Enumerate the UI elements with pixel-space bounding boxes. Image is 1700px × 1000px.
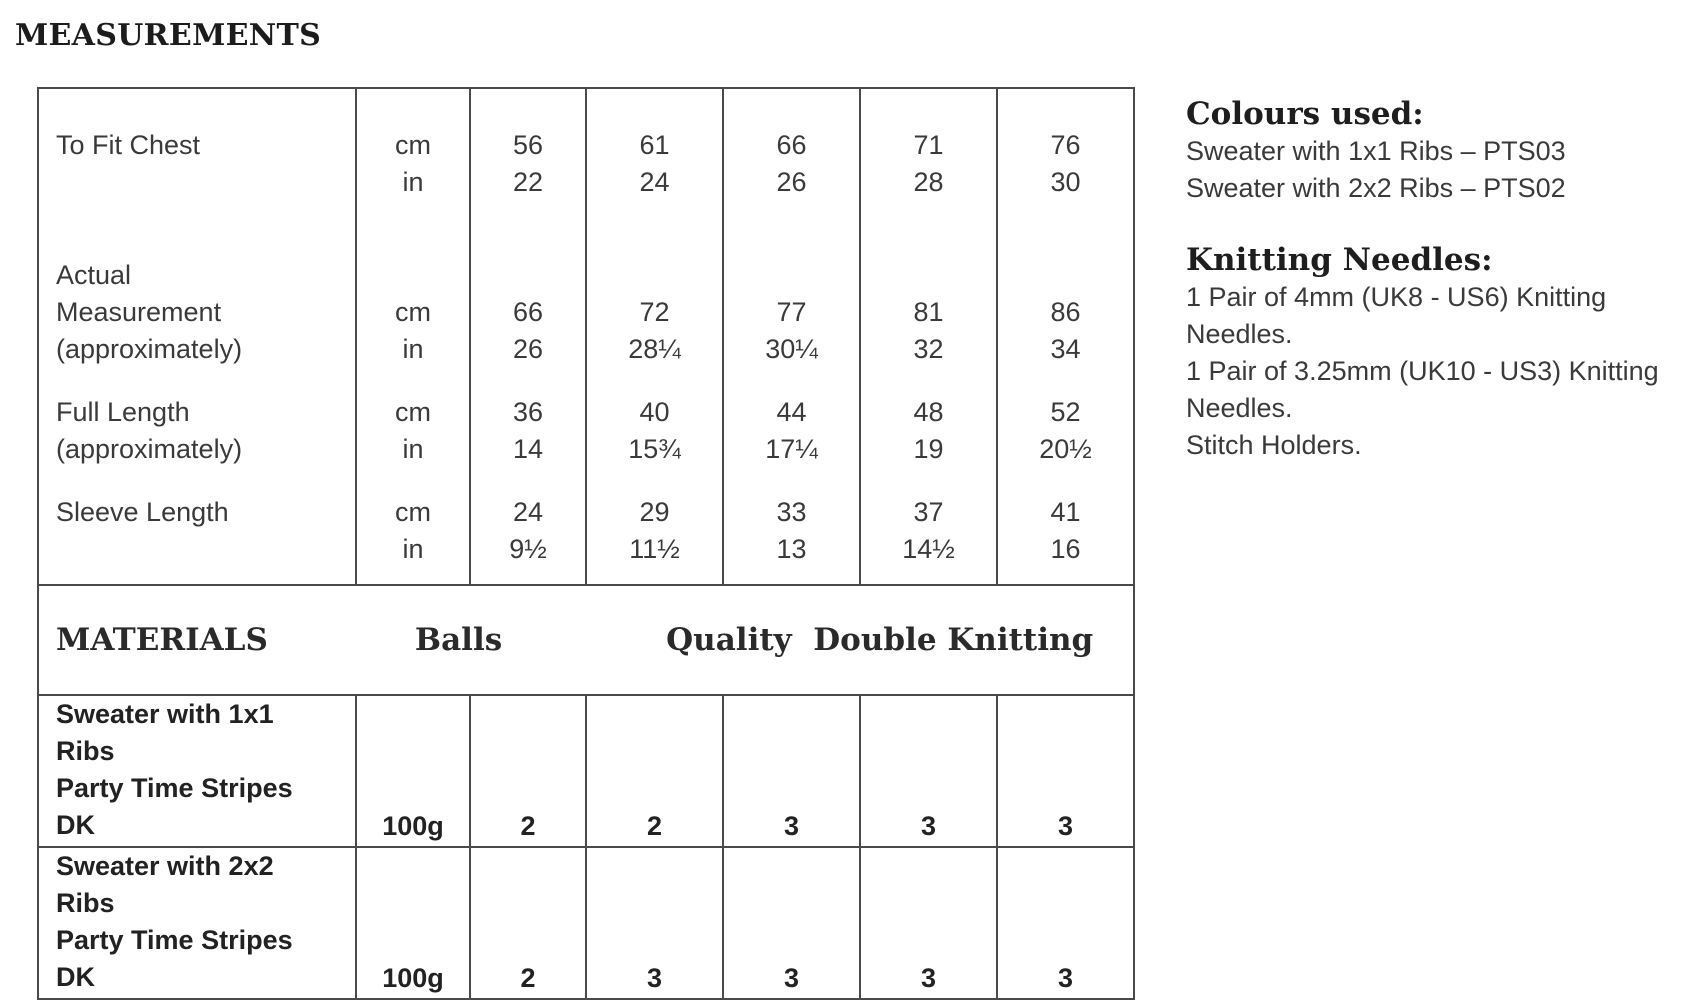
ball-count: 3 [723,847,860,999]
needles-heading: Knitting Needles: [1186,242,1493,278]
unit-column [356,88,470,585]
ball-weight: 100g [356,847,470,999]
text-line [357,257,469,294]
colours-heading: Colours used: [1186,96,1424,132]
ball-count: 3 [860,847,997,999]
measurement-value: 30 [1050,167,1081,197]
needle-line: Needles. [1186,319,1293,349]
measurement-value: 28 [913,167,944,197]
measurement-value: 34 [1050,334,1081,364]
measurement-value-group [998,89,1133,239]
needle-line: Stitch Holders. [1186,430,1362,460]
measurement-value: 20½ [1039,434,1092,464]
measurement-value: 56 [512,130,544,160]
colours-block [1186,95,1696,207]
measurement-value: 15¾ [628,434,681,464]
measurement-value: 72 [639,297,670,327]
text-line: cm [395,130,431,160]
measurement-value-group [471,89,585,239]
ball-count: 3 [860,695,997,847]
ball-count: 3 [723,695,860,847]
measurement-value: 16 [1050,534,1081,564]
measurement-value-group [861,89,996,239]
actual-measurement-label: Actual Measurement (approximately) [56,260,243,364]
measurement-value: 26 [776,167,807,197]
side-panel [1186,95,1696,498]
needle-line: Needles. [1186,393,1293,423]
ball-count: 2 [470,847,586,999]
ball-count: 3 [586,847,723,999]
quality-label: Quality Double Knitting [666,622,1094,658]
ball-weight: 100g [356,695,470,847]
measurement-value: 41 [1050,497,1081,527]
page-title: MEASUREMENTS [15,18,322,53]
measurement-value-group [587,494,722,584]
measurement-value: 76 [1050,130,1081,160]
unit-group [357,89,469,239]
measurement-value-group [724,384,859,494]
measurement-labels-cell [38,88,356,585]
measurement-value-group [471,494,585,584]
size-column-1 [470,88,586,585]
ball-count: 2 [586,695,723,847]
ball-count: 3 [997,847,1134,999]
measurement-value-group [861,384,996,494]
measurement-value-group [471,239,585,384]
size-column-5 [997,88,1134,585]
text-line: in [402,334,424,364]
measurement-value: 26 [512,334,544,364]
text-line: Sweater with 2x2 [56,851,274,881]
measurement-value: 9½ [509,534,547,564]
text-line: cm [395,297,431,327]
text-line: in [402,434,424,464]
size-column-4 [860,88,997,585]
text-line: cm [395,497,431,527]
unit-group [357,494,469,584]
measurement-value: 29 [639,497,670,527]
needle-line: 1 Pair of 3.25mm (UK10 - US3) Knitting [1186,356,1659,386]
measurement-value: 81 [913,297,944,327]
unit-group [357,239,469,384]
measurements-row [38,88,1134,585]
measurement-value: 44 [776,397,807,427]
measurement-value: 71 [913,130,944,160]
text-line: Ribs [56,888,115,918]
ball-count: 3 [997,695,1134,847]
sweater-1x1-row [38,695,1134,847]
measurement-value: 36 [512,397,544,427]
sweater-2x2-row [38,847,1134,999]
measurement-value: 11½ [629,534,680,564]
measurement-value-group [998,239,1133,384]
size-column-2 [586,88,723,585]
sweater-1x1-label [38,695,356,847]
measurement-value: 52 [1050,397,1081,427]
measurement-value-group [724,494,859,584]
measurement-value-group [998,494,1133,584]
measurement-value-group [724,239,859,384]
measurement-value: 22 [512,167,544,197]
measurement-value-group [861,494,996,584]
measurement-value: 14½ [902,534,955,564]
measurement-value: 66 [512,297,544,327]
sweater-2x2-label [38,847,356,999]
measurement-value: 14 [512,434,544,464]
text-line: in [402,534,424,564]
measurement-value [724,257,859,294]
size-column-3 [723,88,860,585]
text-line: DK [56,962,95,992]
measurement-value: 32 [913,334,944,364]
measurement-value-group [587,384,722,494]
measurement-value: 61 [639,130,670,160]
measurement-value [471,257,585,294]
measurement-value-group [587,239,722,384]
text-line: Sweater with 1x1 [56,699,274,729]
measurement-value: 66 [776,130,807,160]
measurement-value: 33 [776,497,807,527]
measurement-value: 13 [776,534,807,564]
measurement-value-group [998,384,1133,494]
materials-header-row [38,585,1134,695]
measurement-value-group [587,89,722,239]
measurement-value: 86 [1050,297,1081,327]
text-line: Party Time Stripes [56,925,293,955]
measurement-value-group [471,384,585,494]
colour-line: Sweater with 1x1 Ribs – PTS03 [1186,136,1566,166]
text-line: Party Time Stripes [56,773,293,803]
measurement-value: 17¼ [765,434,818,464]
measurement-value: 24 [639,167,670,197]
unit-group [357,384,469,494]
sleeve-length-label: Sleeve Length [56,497,229,527]
measurement-value [861,257,996,294]
text-line: Ribs [56,736,115,766]
to-fit-chest-label: To Fit Chest [56,130,201,160]
full-length-label: Full Length (approximately) [56,397,243,464]
text-line: cm [395,397,431,427]
measurement-value: 48 [913,397,944,427]
ball-count: 2 [470,695,586,847]
measurement-value: 37 [913,497,944,527]
colour-line: Sweater with 2x2 Ribs – PTS02 [1186,173,1566,203]
needles-block [1186,241,1696,464]
measurements-table [37,87,1135,1000]
measurement-value [587,257,722,294]
measurement-value: 24 [512,497,544,527]
text-line: in [402,167,424,197]
measurement-value: 77 [776,297,807,327]
materials-header-cell [38,585,1134,695]
measurement-value-group [861,239,996,384]
measurement-value: 30¼ [765,334,818,364]
measurement-value: 28¼ [628,334,681,364]
needle-line: 1 Pair of 4mm (UK8 - US6) Knitting [1186,282,1607,312]
measurement-value: 19 [913,434,944,464]
materials-heading: MATERIALS [56,622,268,658]
measurement-value [998,257,1133,294]
measurement-value: 40 [639,397,670,427]
balls-label: Balls [414,622,503,658]
measurement-value-group [724,89,859,239]
text-line: DK [56,810,95,840]
